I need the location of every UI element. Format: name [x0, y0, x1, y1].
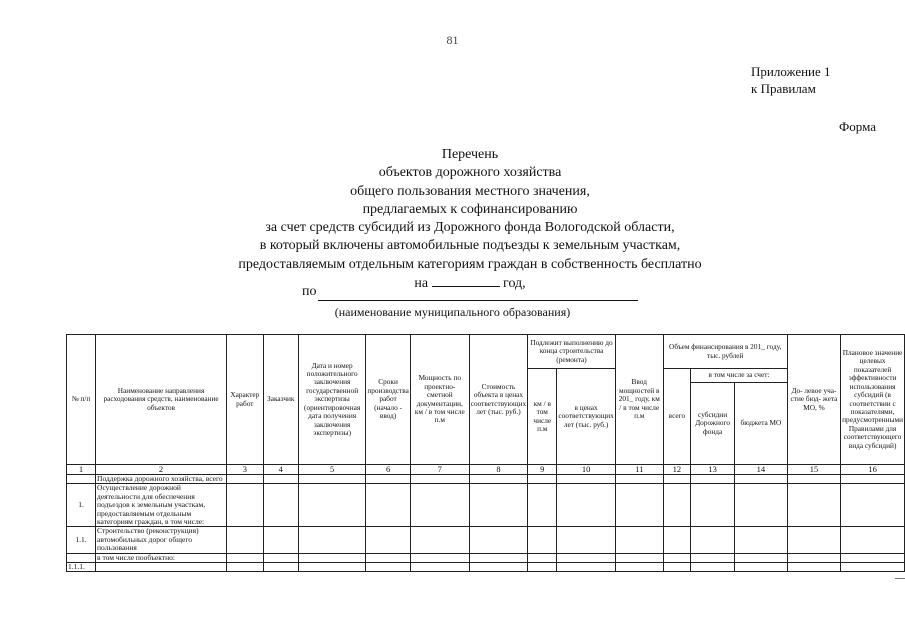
column-number: 14	[735, 465, 788, 475]
column-number: 16	[841, 465, 905, 475]
header-number: № п/п	[67, 335, 96, 465]
row-name: Поддержка дорожного хозяйства, всего	[96, 475, 227, 484]
column-number: 13	[691, 465, 735, 475]
header-financing-group: Объем финансирования в 201_ году, тыс. рублей	[663, 335, 787, 369]
title-line-5: за счет средств субсидий из Дорожного фонда Вологодской области,	[265, 220, 675, 236]
year-prefix: на	[414, 276, 429, 292]
header-share: До- левое уча- стие бюд- жета МО, %	[787, 335, 840, 465]
title-line-4: предлагаемых к софинансированию	[362, 201, 578, 217]
header-work-type: Характер работ	[227, 335, 264, 465]
row-number: 1.1.	[67, 527, 96, 553]
row-number	[67, 553, 96, 562]
header-work-period: Сроки производства работ (начало - ввод)	[366, 335, 411, 465]
header-expertise: Дата и номер положительного заключения государственной экспертизы (ориентировочная дата получения заключения экспертизы)	[298, 335, 365, 465]
header-name: Наименование направления расходования средств, наименование объектов	[96, 335, 227, 465]
municipality-blank	[318, 300, 638, 301]
row-name	[96, 563, 227, 572]
appendix-line-2: к Правилам	[751, 81, 816, 96]
header-remaining-cost: в ценах соответствующих лет (тыс. руб.)	[557, 369, 615, 465]
year-blank	[432, 274, 500, 287]
appendix-reference	[751, 63, 831, 97]
column-number: 7	[410, 465, 469, 475]
title-line-6: в который включены автомобильные подъезды к земельным участкам,	[259, 238, 681, 254]
row-name: Осуществление дорожной деятельности для обеспечения подъездов к земельным участкам, предоставляемым отдельным категориям граждан, в том числе:	[96, 484, 227, 527]
column-number: 9	[528, 465, 557, 475]
column-number: 5	[298, 465, 365, 475]
page-number: 81	[446, 33, 459, 47]
title-line-2: объектов дорожного хозяйства	[378, 165, 562, 181]
header-capacity: Мощность по проектно-сметной документации, км / в том числе п.м	[410, 335, 469, 465]
header-mo-budget: бюджета МО	[735, 383, 788, 465]
row-number: 1.	[67, 484, 96, 527]
column-number: 2	[96, 465, 227, 475]
column-number: 15	[787, 465, 840, 475]
municipality-prefix: по	[302, 284, 317, 299]
row-number: 1.1.1.	[67, 563, 96, 572]
scan-edge-mark	[895, 578, 905, 579]
header-customer: Заказчик	[263, 335, 298, 465]
header-financing-total: всего	[663, 369, 690, 465]
column-number: 1	[67, 465, 96, 475]
municipality-caption: (наименование муниципального образования)	[334, 305, 571, 319]
title-line-8	[150, 274, 790, 293]
appendix-line-1: Приложение 1	[751, 64, 831, 79]
header-remaining-km: км / в том числе п.м	[528, 369, 557, 465]
column-number: 4	[263, 465, 298, 475]
column-number: 3	[227, 465, 264, 475]
header-cost: Стоимость объекта в ценах соответствующих лет (тыс. руб.)	[469, 335, 527, 465]
column-number: 12	[663, 465, 690, 475]
header-including-group: в том числе за счет:	[691, 369, 788, 383]
header-remaining-group: Подлежит выполнению до конца строительства (ремонта)	[528, 335, 616, 369]
form-label: Форма	[839, 119, 876, 134]
title-line-1: Перечень	[441, 147, 499, 162]
column-number: 10	[557, 465, 615, 475]
column-number: 8	[469, 465, 527, 475]
row-name: в том числе пообъектно:	[96, 553, 227, 562]
title-line-3: общего пользования местного значения,	[350, 183, 590, 199]
title-line-7: предоставляемым отдельным категориям граждан в собственность бесплатно	[238, 256, 702, 272]
column-number: 6	[366, 465, 411, 475]
year-suffix: год,	[503, 276, 526, 292]
header-road-fund: субсидии Дорожного фонда	[691, 383, 735, 465]
row-name: Строительство (реконструкция) автомобильных дорог общего пользования	[96, 527, 227, 553]
document-title	[150, 146, 790, 293]
objects-table	[66, 334, 905, 572]
header-indicators: Плановое значение целевых показателей эффективности использования субсидий (в соответствии с показателями, предусмотренными Правилами для соответствующего вида субсидий)	[841, 335, 905, 465]
row-number	[67, 475, 96, 484]
header-commissioning: Ввод мощностей в 201_ году, км / в том числе п.м	[615, 335, 663, 465]
column-number: 11	[615, 465, 663, 475]
